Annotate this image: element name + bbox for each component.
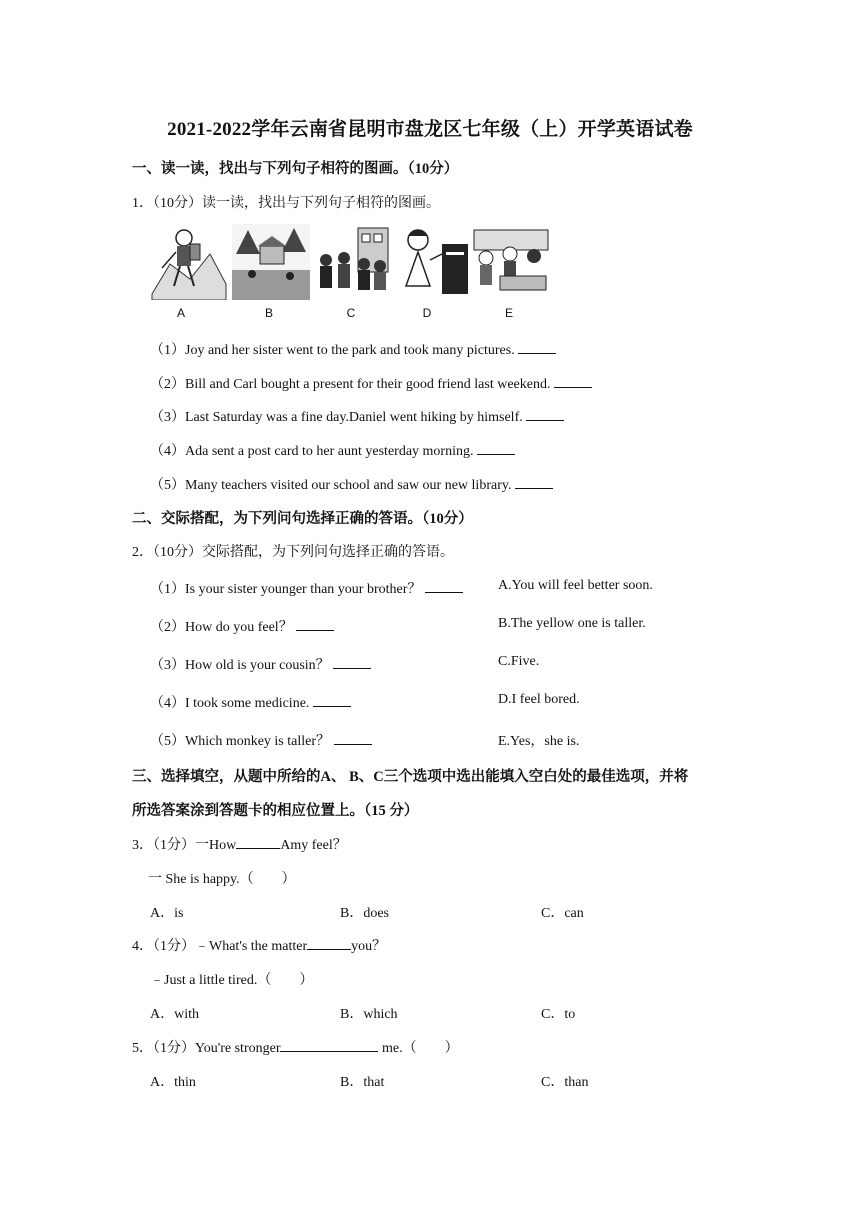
answer-blank[interactable] <box>280 1039 378 1052</box>
question-4-stem-a: 4．（1分）﹣What's the matter <box>132 939 308 954</box>
q1-item-5-text: （5）Many teachers visited our school and saw our new library. <box>150 478 512 493</box>
section-2-heading: 二、交际搭配，为下列问句选择正确的答语。（10分） <box>132 511 473 527</box>
answer-blank[interactable] <box>236 836 280 849</box>
q5-option-a[interactable]: A．thin <box>150 1075 196 1090</box>
question-4-reply: ﹣Just a little tired.（ ） <box>150 973 314 988</box>
question-2-stem: 2．（10分）交际搭配，为下列问句选择正确的答语。 <box>132 545 454 560</box>
section-3-heading-line-2: 所选答案涂到答题卡的相应位置上。（15 分） <box>132 803 419 819</box>
question-5-stem-b: me.（ ） <box>378 1041 459 1056</box>
q4-option-c[interactable]: C．to <box>541 1007 576 1022</box>
section-1-heading: 一、读一读，找出与下列句子相符的图画。（10分） <box>132 161 459 177</box>
answer-blank[interactable] <box>518 341 556 354</box>
question-4-stem <box>132 935 386 955</box>
page-title: 2021-2022学年云南省昆明市盘龙区七年级（上）开学英语试卷 <box>167 119 693 140</box>
q2-question-2-text: （2）How do you feel？ <box>150 620 293 635</box>
q1-item-3-text: （3）Last Saturday was a fine day.Daniel went hiking by himself. <box>150 410 523 425</box>
q2-question-4-text: （4）I took some medicine. <box>150 696 310 711</box>
q2-question-2 <box>150 616 334 636</box>
picture-d-girl-postbox <box>396 224 474 300</box>
q5-option-b[interactable]: B．that <box>340 1075 385 1090</box>
q1-item-1 <box>150 339 556 359</box>
question-4-stem-b: you？ <box>351 939 387 954</box>
section-3-heading-line-1: 三、选择填空，从题中所给的A、 B、C三个选项中选出能填入空白处的最佳选项，并将 <box>132 769 689 785</box>
answer-blank[interactable] <box>554 375 592 388</box>
answer-blank[interactable] <box>296 618 334 631</box>
question-3-reply: 一 She is happy.（ ） <box>148 872 296 887</box>
picture-label-a: A <box>176 306 185 320</box>
answer-blank[interactable] <box>313 694 351 707</box>
q2-question-5 <box>150 730 372 750</box>
q1-item-4-text: （4）Ada sent a post card to her aunt yesterday morning. <box>150 444 474 459</box>
question-3-stem-b: Amy feel？ <box>280 838 347 853</box>
q3-option-a[interactable]: A．is <box>150 906 184 921</box>
q3-option-c[interactable]: C．can <box>541 906 584 921</box>
picture-label-d: D <box>422 306 432 320</box>
answer-blank[interactable] <box>307 937 351 950</box>
question-3-stem <box>132 834 347 854</box>
q1-item-2 <box>150 373 592 393</box>
q1-item-3 <box>150 406 564 426</box>
picture-label-b: B <box>264 306 273 320</box>
question-1-stem: 1．（10分）读一读，找出与下列句子相符的图画。 <box>132 196 440 211</box>
q4-option-a[interactable]: A．with <box>150 1007 199 1022</box>
q2-answer-b: B.The yellow one is taller. <box>498 616 646 631</box>
q2-question-4 <box>150 692 351 712</box>
picture-e-shopping <box>472 224 550 300</box>
answer-blank[interactable] <box>526 408 564 421</box>
q2-question-1 <box>150 578 463 598</box>
q1-item-5 <box>150 474 553 494</box>
q1-item-1-text: （1）Joy and her sister went to the park and took many pictures. <box>150 343 515 358</box>
question-5-stem <box>132 1037 459 1057</box>
q2-question-5-text: （5）Which monkey is taller？ <box>150 734 331 749</box>
q3-option-b[interactable]: B．does <box>340 906 389 921</box>
answer-blank[interactable] <box>425 580 463 593</box>
answer-blank[interactable] <box>477 442 515 455</box>
picture-c-teachers-visit <box>314 224 392 300</box>
q1-item-2-text: （2）Bill and Carl bought a present for their good friend last weekend. <box>150 377 551 392</box>
q2-question-1-text: （1）Is your sister younger than your brother？ <box>150 582 422 597</box>
q2-answer-e: E.Yes，she is. <box>498 734 580 749</box>
question-5-stem-a: 5．（1分）You're stronger <box>132 1041 281 1056</box>
answer-blank[interactable] <box>515 476 553 489</box>
q2-question-3-text: （3）How old is your cousin？ <box>150 658 330 673</box>
picture-label-c: C <box>346 306 356 320</box>
q5-option-c[interactable]: C．than <box>541 1075 589 1090</box>
answer-blank[interactable] <box>333 656 371 669</box>
question-3-stem-a: 3．（1分）一How <box>132 838 237 853</box>
q1-item-4 <box>150 440 515 460</box>
picture-a-hiking-boy <box>150 224 228 300</box>
q4-option-b[interactable]: B．which <box>340 1007 398 1022</box>
q2-answer-d: D.I feel bored. <box>498 692 580 707</box>
answer-blank[interactable] <box>334 732 372 745</box>
q2-answer-c: C.Five. <box>498 654 540 669</box>
q2-answer-a: A.You will feel better soon. <box>498 578 653 593</box>
q2-question-3 <box>150 654 371 674</box>
picture-strip <box>150 224 550 324</box>
picture-label-e: E <box>504 306 513 320</box>
picture-b-park <box>232 224 310 300</box>
